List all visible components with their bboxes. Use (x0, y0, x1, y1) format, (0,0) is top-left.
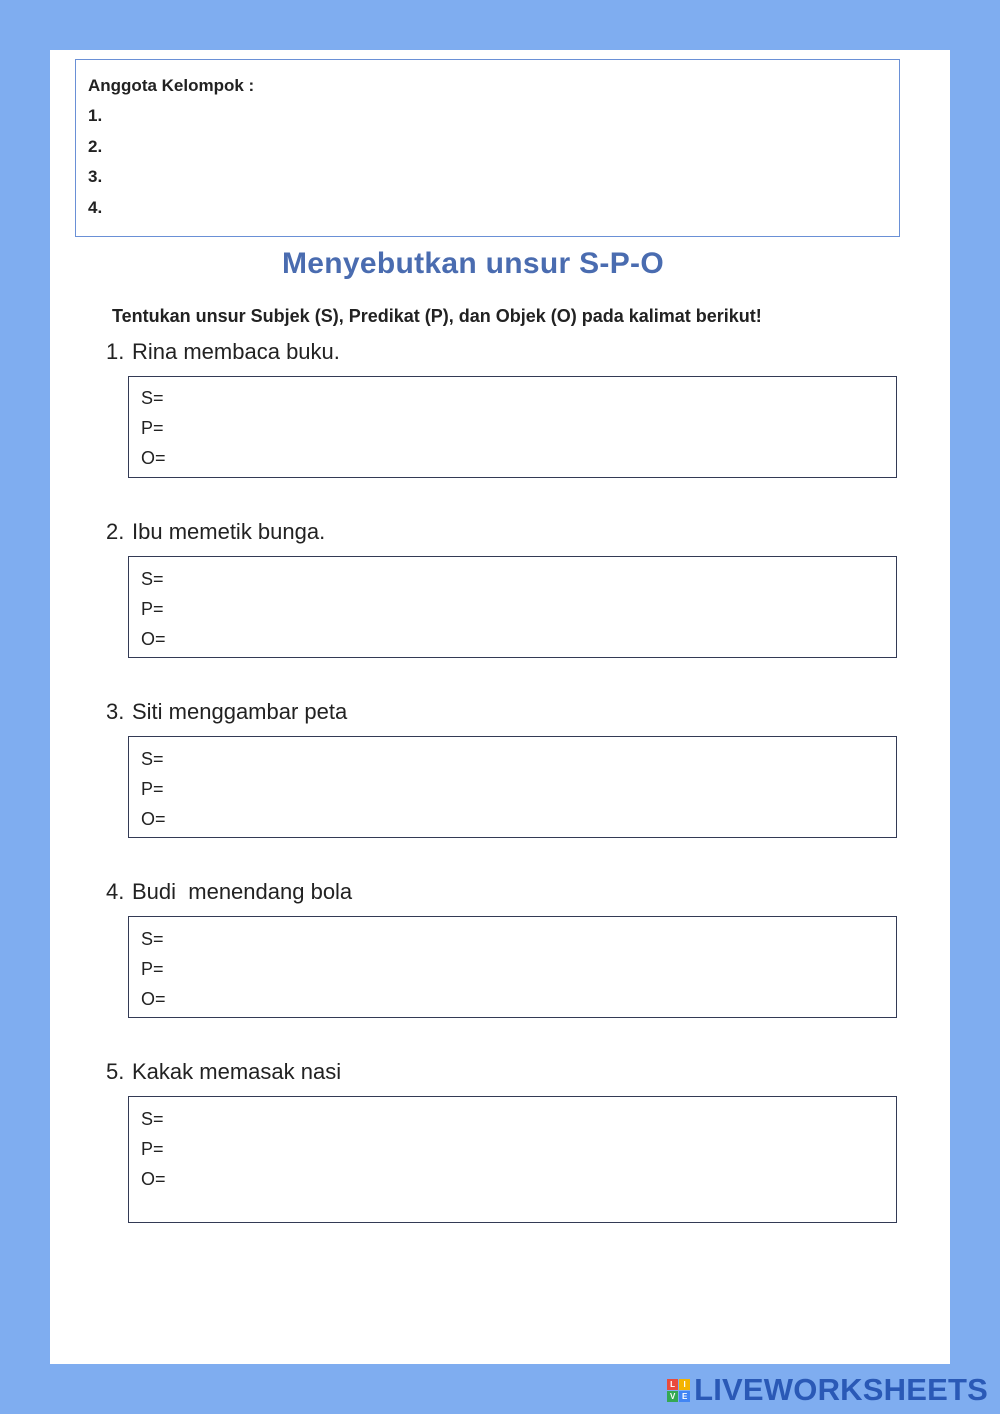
question-4-title (106, 879, 352, 905)
logo-letter: L (667, 1379, 678, 1390)
logo-letter: V (667, 1391, 678, 1402)
answer-subject: S= (141, 1109, 164, 1129)
liveworksheets-logo-icon (667, 1379, 690, 1402)
answer-box-5[interactable] (128, 1096, 897, 1223)
worksheet-page (50, 50, 950, 1364)
page-title: Menyebutkan unsur S-P-O (282, 247, 664, 280)
member-number: 4. (88, 197, 103, 217)
answer-object: O= (141, 989, 166, 1009)
answer-predicate: P= (141, 1139, 164, 1159)
answer-object: O= (141, 809, 166, 829)
answer-object: O= (141, 448, 166, 468)
group-members-list (88, 106, 102, 228)
question-number: 4. (106, 879, 125, 904)
question-3-title (106, 699, 347, 725)
answer-predicate: P= (141, 959, 164, 979)
answer-box-3[interactable] (128, 736, 897, 838)
member-number: 3. (88, 167, 103, 186)
answer-predicate: P= (141, 779, 164, 799)
answer-predicate: P= (141, 599, 164, 619)
group-members-title: Anggota Kelompok : (88, 76, 255, 95)
answer-object: O= (141, 1169, 166, 1189)
question-number: 2. (106, 519, 125, 544)
answer-box-1[interactable] (128, 376, 897, 478)
question-sentence: Siti menggambar peta (132, 699, 348, 724)
member-number: 2. (88, 136, 103, 156)
liveworksheets-watermark (667, 1372, 988, 1408)
answer-subject: S= (141, 569, 164, 589)
answer-subject: S= (141, 929, 164, 949)
instruction-text: Tentukan unsur Subjek (S), Predikat (P), dan Objek (O) pada kalimat berikut! (112, 306, 762, 326)
question-number: 5. (106, 1059, 125, 1084)
group-members-box (75, 59, 900, 237)
question-sentence: Kakak memasak nasi (132, 1059, 342, 1084)
question-number: 3. (106, 699, 125, 724)
question-5-title (106, 1059, 341, 1085)
question-2-title (106, 519, 325, 545)
answer-object: O= (141, 629, 166, 649)
question-1-title (106, 339, 340, 365)
question-number: 1. (106, 339, 125, 364)
answer-subject: S= (141, 749, 164, 769)
question-sentence: Rina membaca buku. (132, 339, 340, 364)
answer-box-2[interactable] (128, 556, 897, 658)
answer-subject: S= (141, 388, 164, 408)
liveworksheets-text: LIVEWORKSHEETS (694, 1372, 988, 1407)
answer-box-4[interactable] (128, 916, 897, 1018)
logo-letter: I (679, 1379, 690, 1390)
question-sentence: Budi menendang bola (132, 879, 353, 904)
answer-predicate: P= (141, 418, 164, 438)
question-sentence: Ibu memetik bunga. (132, 519, 326, 544)
member-number: 1. (88, 106, 103, 125)
logo-letter: E (679, 1391, 690, 1402)
